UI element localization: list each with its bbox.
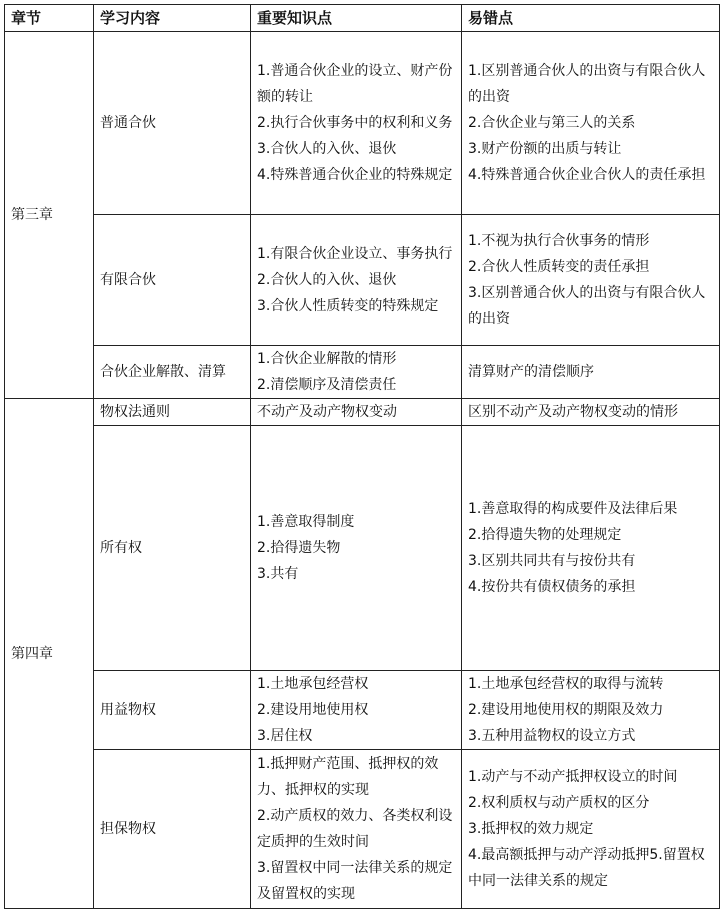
pitfall-item: 清算财产的清偿顺序: [468, 364, 594, 380]
chapter-cell: 第四章: [5, 399, 94, 909]
key-point-item: 2.合伙人的入伙、退伙: [257, 272, 397, 288]
topic-cell: 合伙企业解散、清算: [94, 346, 251, 399]
pitfall-item: 1.区别普通合伙人的出资与有限合伙人的出资: [468, 63, 706, 105]
key-points-cell: [251, 215, 462, 346]
key-point-item: 2.建设用地使用权: [257, 702, 369, 718]
key-point-item: 1.有限合伙企业设立、事务执行: [257, 246, 453, 262]
pitfalls-cell: [462, 346, 720, 399]
pitfall-item: 2.权利质权与动产质权的区分: [468, 795, 650, 811]
key-points-cell: [251, 32, 462, 215]
header-topic: 学习内容: [94, 5, 251, 32]
chapter-cell: 第三章: [5, 32, 94, 399]
key-point-item: 1.善意取得制度: [257, 514, 355, 530]
table-row: [5, 750, 720, 909]
key-point-item: 4.特殊普通合伙企业的特殊规定: [257, 167, 453, 183]
pitfalls-cell: [462, 426, 720, 671]
pitfall-item: 2.合伙企业与第三人的关系: [468, 115, 636, 131]
pitfall-item: 3.抵押权的效力规定: [468, 821, 594, 837]
header-pitfalls: 易错点: [462, 5, 720, 32]
topic-cell: 物权法通则: [94, 399, 251, 426]
pitfall-item: 4.特殊普通合伙企业合伙人的责任承担: [468, 167, 706, 183]
table-row: [5, 215, 720, 346]
pitfall-item: 3.区别共同共有与按份共有: [468, 553, 636, 569]
pitfall-item: 区别不动产及动产物权变动的情形: [468, 404, 678, 420]
key-points-cell: [251, 426, 462, 671]
pitfall-item: 1.动产与不动产抵押权设立的时间: [468, 769, 678, 785]
key-points-cell: [251, 399, 462, 426]
key-point-item: 1.普通合伙企业的设立、财产份额的转让: [257, 63, 453, 105]
table-row: [5, 346, 720, 399]
pitfall-item: 1.善意取得的构成要件及法律后果: [468, 501, 678, 517]
header-chapter: 章节: [5, 5, 94, 32]
topic-cell: 普通合伙: [94, 32, 251, 215]
pitfall-item: 2.合伙人性质转变的责任承担: [468, 259, 650, 275]
key-points-cell: [251, 346, 462, 399]
key-point-item: 3.留置权中同一法律关系的规定及留置权的实现: [257, 860, 453, 902]
table-row: [5, 426, 720, 671]
key-point-item: 3.合伙人性质转变的特殊规定: [257, 298, 439, 314]
study-table: [4, 4, 720, 909]
table-row: [5, 32, 720, 215]
topic-cell: 所有权: [94, 426, 251, 671]
key-point-item: 1.土地承包经营权: [257, 676, 369, 692]
header-key-points: 重要知识点: [251, 5, 462, 32]
pitfalls-cell: [462, 399, 720, 426]
key-point-item: 3.共有: [257, 566, 299, 582]
key-point-item: 不动产及动产物权变动: [257, 404, 397, 420]
key-point-item: 1.抵押财产范围、抵押权的效力、抵押权的实现: [257, 756, 439, 798]
key-point-item: 2.执行合伙事务中的权利和义务: [257, 115, 453, 131]
header-row: [5, 5, 720, 32]
pitfall-item: 4.按份共有债权债务的承担: [468, 579, 636, 595]
pitfall-item: 2.拾得遗失物的处理规定: [468, 527, 622, 543]
pitfall-item: 3.财产份额的出质与转让: [468, 141, 622, 157]
pitfall-item: 1.不视为执行合伙事务的情形: [468, 233, 650, 249]
topic-cell: 担保物权: [94, 750, 251, 909]
key-points-cell: [251, 750, 462, 909]
pitfalls-cell: [462, 32, 720, 215]
pitfalls-cell: [462, 671, 720, 750]
key-point-item: 2.拾得遗失物: [257, 540, 341, 556]
key-point-item: 3.合伙人的入伙、退伙: [257, 141, 397, 157]
key-point-item: 3.居住权: [257, 728, 313, 744]
pitfall-item: 3.区别普通合伙人的出资与有限合伙人的出资: [468, 285, 706, 327]
key-points-cell: [251, 671, 462, 750]
key-point-item: 1.合伙企业解散的情形: [257, 351, 397, 367]
pitfall-item: 2.建设用地使用权的期限及效力: [468, 702, 664, 718]
pitfalls-cell: [462, 215, 720, 346]
pitfalls-cell: [462, 750, 720, 909]
key-point-item: 2.动产质权的效力、各类权利设定质押的生效时间: [257, 808, 453, 850]
key-point-item: 2.清偿顺序及清偿责任: [257, 377, 397, 393]
topic-cell: 用益物权: [94, 671, 251, 750]
table-row: [5, 399, 720, 426]
topic-cell: 有限合伙: [94, 215, 251, 346]
table-row: [5, 671, 720, 750]
pitfall-item: 1.土地承包经营权的取得与流转: [468, 676, 664, 692]
pitfall-item: 4.最高额抵押与动产浮动抵押5.留置权中同一法律关系的规定: [468, 847, 705, 889]
pitfall-item: 3.五种用益物权的设立方式: [468, 728, 636, 744]
